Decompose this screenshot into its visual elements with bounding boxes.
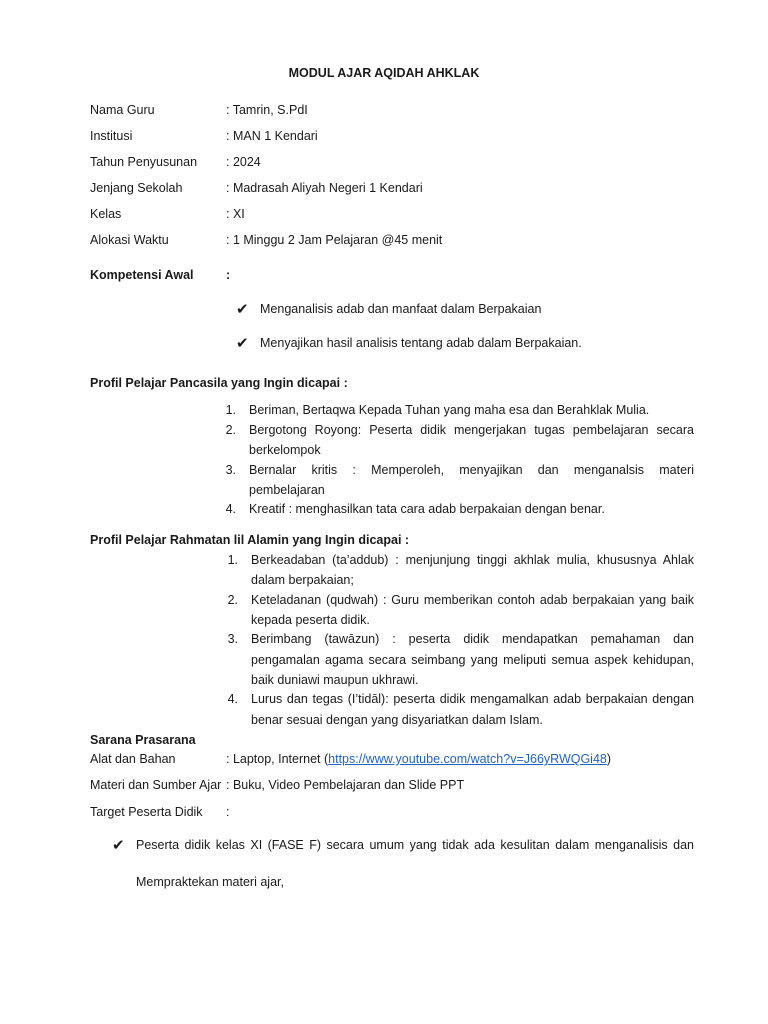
identity-value-jenjang: : Madrasah Aliyah Negeri 1 Kendari [226, 181, 423, 195]
list-number: 3. [227, 632, 238, 646]
list-number: 3. [225, 463, 236, 477]
materi-value: : Buku, Video Pembelajaran dan Slide PPT [226, 778, 465, 792]
rahmatan-item-line: Lurus dan tegas (I’tidāl): peserta didik mengamalkan adab berpakaian dengan [251, 692, 694, 706]
identity-label-alokasi: Alokasi Waktu [90, 233, 169, 247]
alat-prefix: : Laptop, Internet ( [226, 752, 329, 766]
rahmatan-item-line: benar sesuai dengan yang disyariatkan dalam Islam. [251, 713, 543, 727]
rahmatan-item-line: Berimbang (tawāzun) : peserta didik mendapatkan pemahaman dan [251, 632, 694, 646]
identity-label-nama-guru: Nama Guru [90, 103, 155, 117]
kompetensi-colon: : [226, 268, 231, 282]
rahmatan-item-line: Keteladanan (qudwah) : Guru memberikan contoh adab berpakaian yang baik [251, 593, 694, 607]
alat-suffix: ) [606, 752, 612, 766]
identity-value-kelas: : XI [226, 207, 245, 221]
pancasila-item-line: Beriman, Bertaqwa Kepada Tuhan yang maha esa dan Berahklak Mulia. [249, 403, 650, 417]
kompetensi-item: Menyajikan hasil analisis tentang adab dalam Berpakaian. [260, 336, 582, 350]
rahmatan-item-line: dalam berpakaian; [251, 573, 354, 587]
rahmatan-item-line: kepada peserta didik. [251, 613, 370, 627]
list-number: 1. [227, 553, 238, 567]
target-line: Mempraktekan materi ajar, [136, 875, 284, 889]
pancasila-heading: Profil Pelajar Pancasila yang Ingin dicapai : [90, 376, 348, 390]
kompetensi-item: Menganalisis adab dan manfaat dalam Berpakaian [260, 302, 542, 316]
rahmatan-item-line: baik duniawi maupun ukhrawi. [251, 673, 419, 687]
identity-label-institusi: Institusi [90, 129, 133, 143]
identity-value-institusi: : MAN 1 Kendari [226, 129, 318, 143]
pancasila-item-line: Bernalar kritis : Memperoleh, menyajikan dan menganalsis materi [249, 463, 694, 477]
identity-label-jenjang: Jenjang Sekolah [90, 181, 183, 195]
identity-value-alokasi: : 1 Minggu 2 Jam Pelajaran @45 menit [226, 233, 443, 247]
rahmatan-item-line: Berkeadaban (ta’addub) : menjunjung tinggi akhlak mulia, khususnya Ahlak [251, 553, 694, 567]
checkmark-icon: ✔ [112, 837, 125, 854]
target-colon: : [226, 805, 230, 819]
document-title: MODUL AJAR AQIDAH AHKLAK [288, 66, 480, 80]
youtube-link[interactable]: https://www.youtube.com/watch?v=J66yRWQGi48 [328, 752, 607, 766]
rahmatan-heading: Profil Pelajar Rahmatan lil Alamin yang Ingin dicapai : [90, 533, 410, 547]
target-line: Peserta didik kelas XI (FASE F) secara umum yang tidak ada kesulitan dalam menganalisis dan [136, 838, 694, 852]
checkmark-icon: ✔ [236, 335, 249, 352]
pancasila-item-line: berkelompok [249, 443, 321, 457]
rahmatan-item-line: pengamalan agama secara seimbang yang meliputi semua aspek kehidupan, [251, 653, 694, 667]
target-label: Target Peserta Didik [90, 805, 203, 819]
identity-value-tahun: : 2024 [226, 155, 261, 169]
pancasila-item-line: Kreatif : menghasilkan tata cara adab berpakaian dengan benar. [249, 502, 605, 516]
pancasila-item-line: pembelajaran [249, 483, 325, 497]
list-number: 2. [227, 593, 238, 607]
list-number: 4. [227, 692, 238, 706]
list-number: 1. [225, 403, 236, 417]
identity-label-kelas: Kelas [90, 207, 122, 221]
materi-label: Materi dan Sumber Ajar [90, 778, 222, 792]
list-number: 2. [225, 423, 236, 437]
alat-value [226, 752, 611, 766]
checkmark-icon: ✔ [236, 301, 249, 318]
pancasila-item-line: Bergotong Royong: Peserta didik mengerjakan tugas pembelajaran secara [249, 423, 694, 437]
identity-label-tahun: Tahun Penyusunan [90, 155, 198, 169]
list-number: 4. [225, 502, 236, 516]
identity-value-nama-guru: : Tamrin, S.PdI [226, 103, 308, 117]
kompetensi-heading: Kompetensi Awal [90, 268, 194, 282]
sarana-heading: Sarana Prasarana [90, 733, 196, 747]
alat-label: Alat dan Bahan [90, 752, 176, 766]
